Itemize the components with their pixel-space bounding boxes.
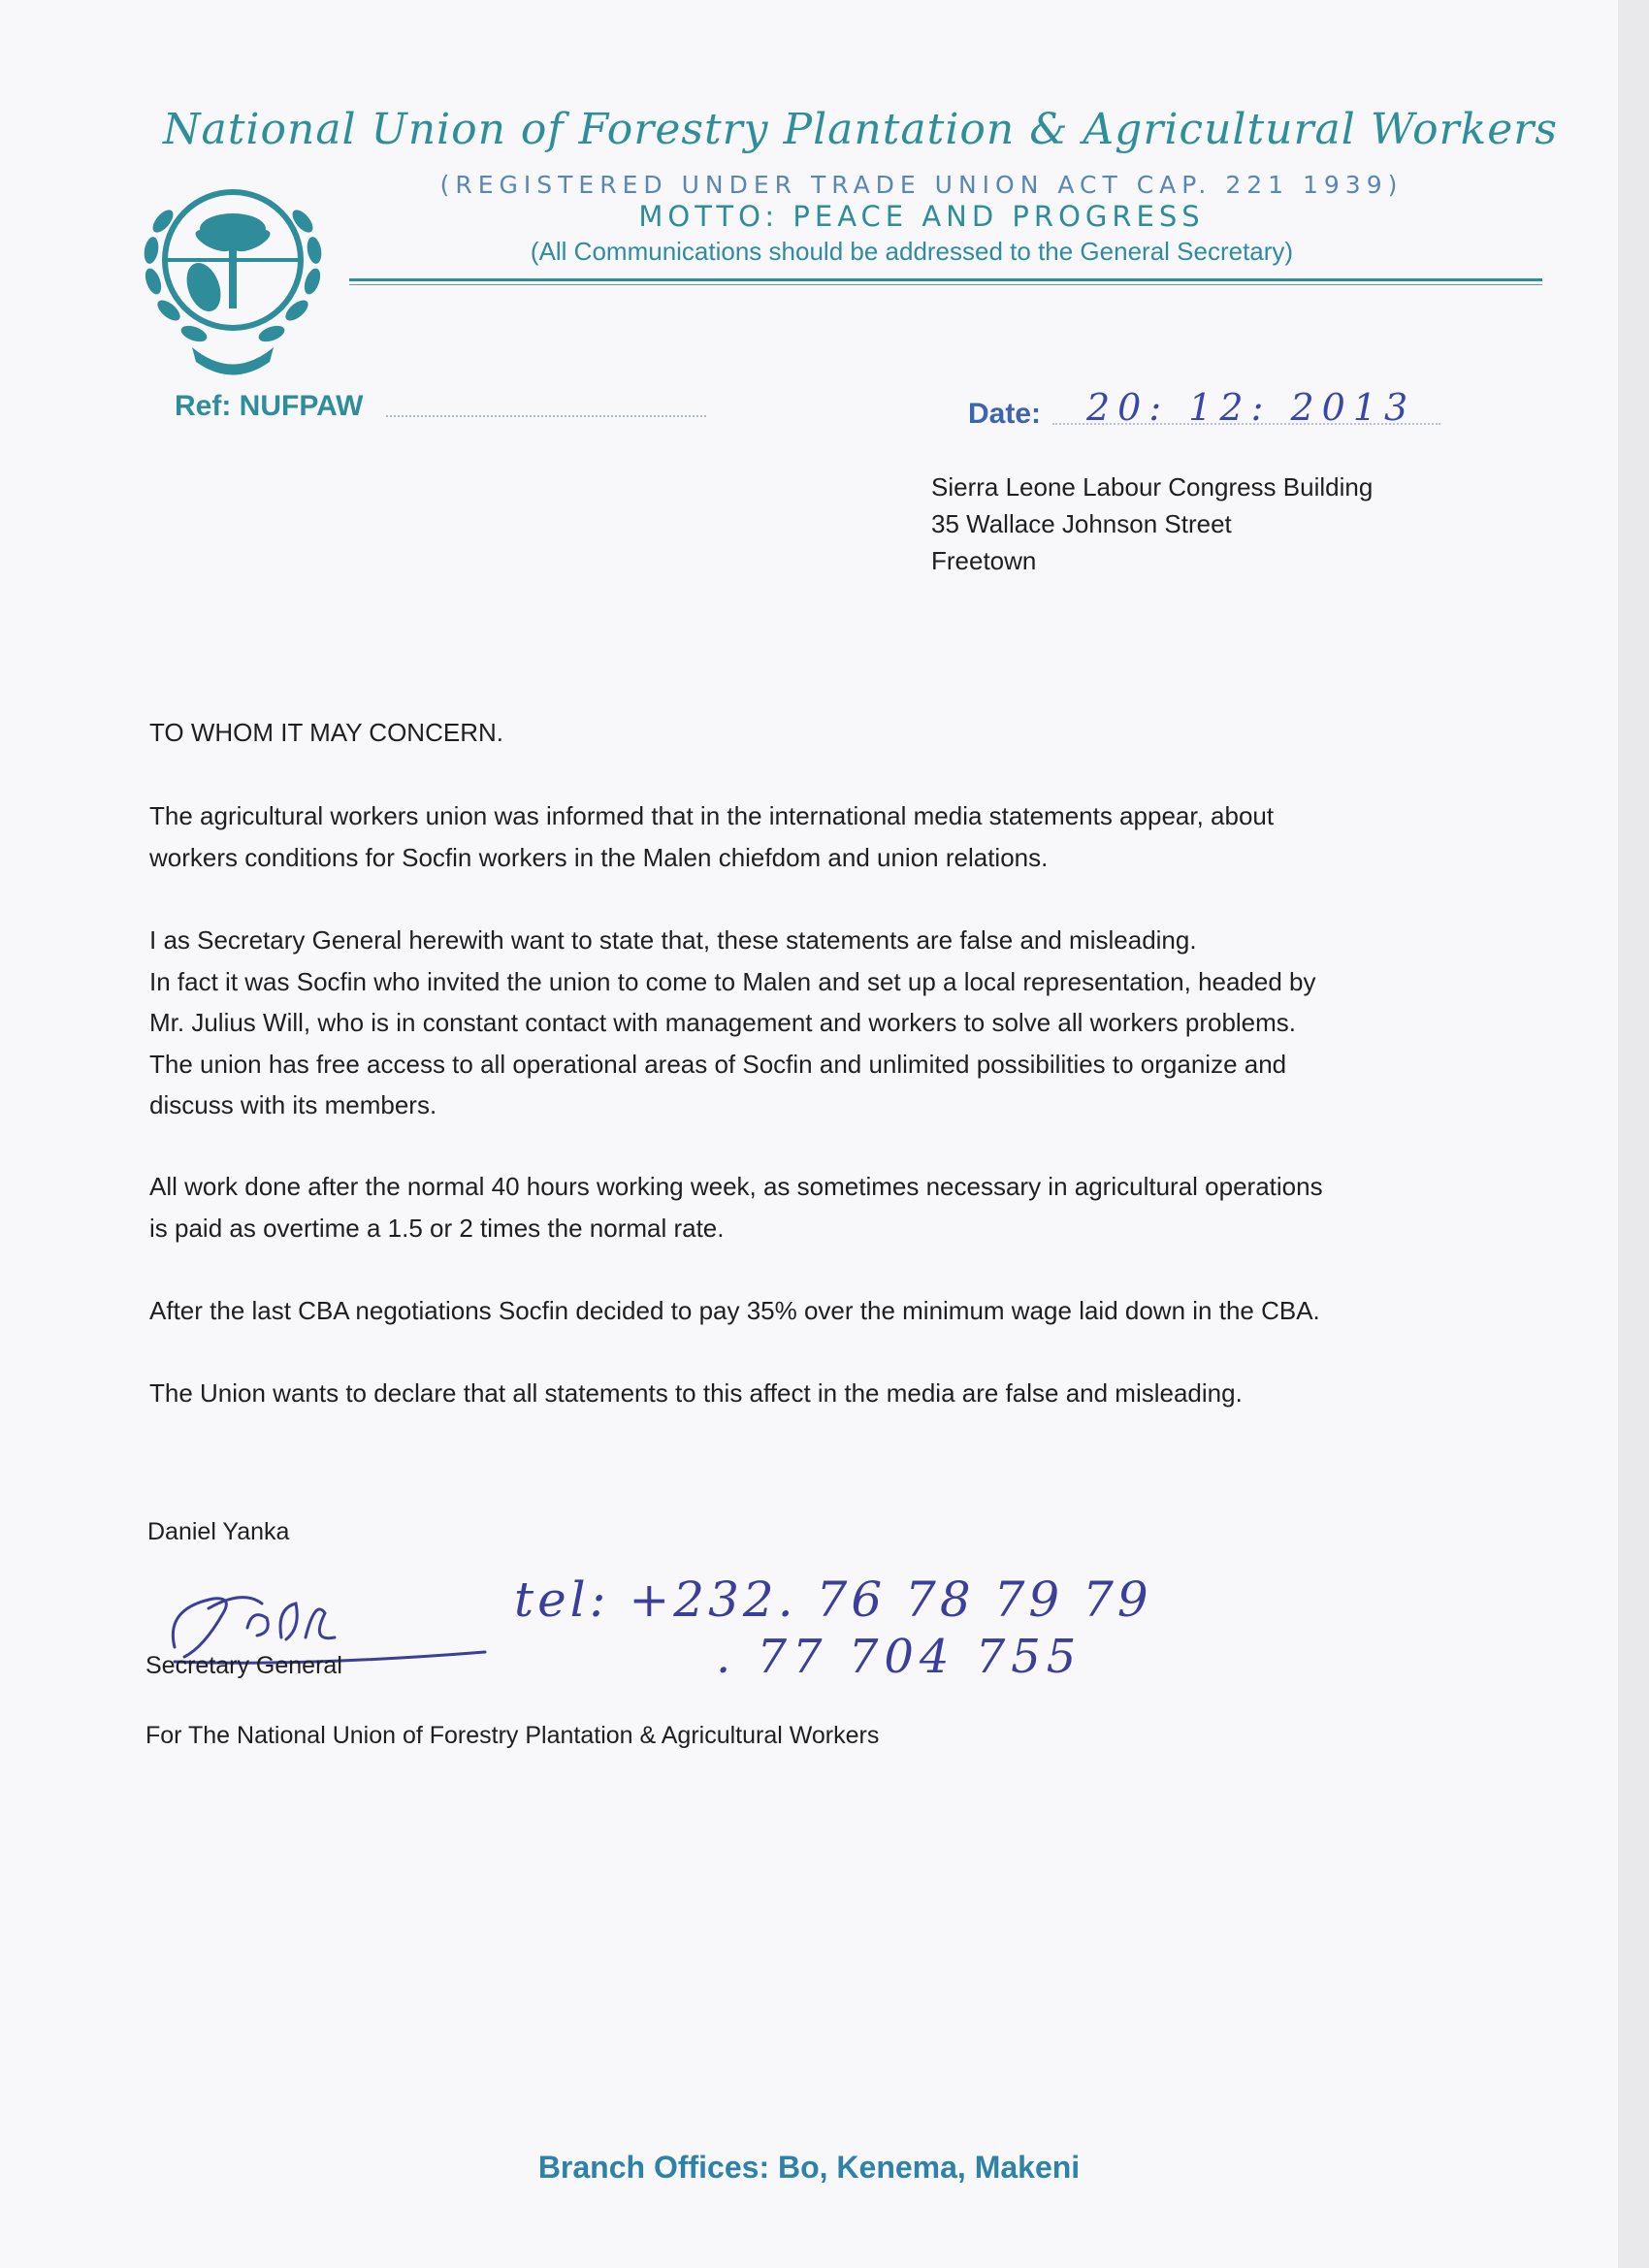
paragraph-line: I as Secretary General herewith want to state that, these statements are false and misleading. — [149, 925, 1197, 955]
org-name-heading: National Union of Forestry Plantation & Agricultural Workers — [163, 105, 1558, 154]
branch-offices-footer: Branch Offices: Bo, Kenema, Makeni — [537, 2150, 1081, 2185]
paragraph-3 — [149, 1166, 1439, 1248]
address-line: Sierra Leone Labour Congress Building — [931, 472, 1374, 502]
paragraph-line: In fact it was Socfin who invited the union to come to Malen and set up a local representation, headed by — [149, 966, 1316, 996]
paragraph-4 — [149, 1290, 1439, 1332]
handwritten-phone-2: . 77 704 755 — [716, 1630, 1083, 1684]
paragraph-line: After the last CBA negotiations Socfin decided to pay 35% over the minimum wage laid down in the CBA. — [149, 1296, 1320, 1325]
address-block — [931, 469, 1373, 579]
paragraph-2 — [149, 920, 1439, 1126]
paragraph-line: All work done after the normal 40 hours working week, as sometimes necessary in agricultural operations — [149, 1172, 1323, 1201]
paragraph-5 — [149, 1373, 1439, 1414]
paragraph-line: workers conditions for Socfin workers in the Malen chiefdom and union relations. — [149, 842, 1049, 872]
address-line: 35 Wallace Johnson Street — [931, 509, 1232, 538]
signatory-title: Secretary General — [146, 1652, 342, 1679]
date-handwritten: 20: 12: 2013 — [1086, 386, 1416, 429]
reference-dotted-line — [386, 415, 706, 417]
paragraph-line: The union has free access to all operational areas of Socfin and unlimited possibilities to organize and — [149, 1049, 1287, 1079]
registration-line: (REGISTERED UNDER TRADE UNION ACT CAP. 221 1939) — [439, 171, 1404, 199]
union-emblem-seal — [124, 163, 342, 386]
paragraph-line: is paid as overtime a 1.5 or 2 times the normal rate. — [149, 1213, 725, 1243]
letterhead-rule-thin — [349, 284, 1542, 285]
motto-line: MOTTO: PEACE AND PROGRESS — [638, 200, 1205, 233]
signatory-name: Daniel Yanka — [147, 1518, 290, 1545]
paragraph-line: discuss with its members. — [149, 1090, 437, 1119]
paragraph-line: Mr. Julius Will, who is in constant contact with management and workers to solve all workers problems. — [149, 1008, 1297, 1037]
date-label: Date: — [968, 398, 1042, 430]
signatory-organisation: For The National Union of Forestry Plantation & Agricultural Workers — [146, 1722, 880, 1749]
reference: Ref: NUFPAW — [175, 390, 364, 422]
paragraph-line: The agricultural workers union was informed that in the international media statements appear, about — [149, 801, 1275, 830]
address-line: Freetown — [931, 546, 1037, 575]
paragraph-line: The Union wants to declare that all statements to this affect in the media are false and misleading. — [149, 1378, 1243, 1408]
handwritten-phone-1: tel: +232. 76 78 79 79 — [514, 1571, 1152, 1628]
salutation: TO WHOM IT MAY CONCERN. — [149, 718, 503, 747]
communications-note: (All Communications should be addressed to the General Secretary) — [530, 237, 1294, 266]
paragraph-1 — [149, 795, 1439, 878]
letterhead-rule — [349, 278, 1542, 281]
